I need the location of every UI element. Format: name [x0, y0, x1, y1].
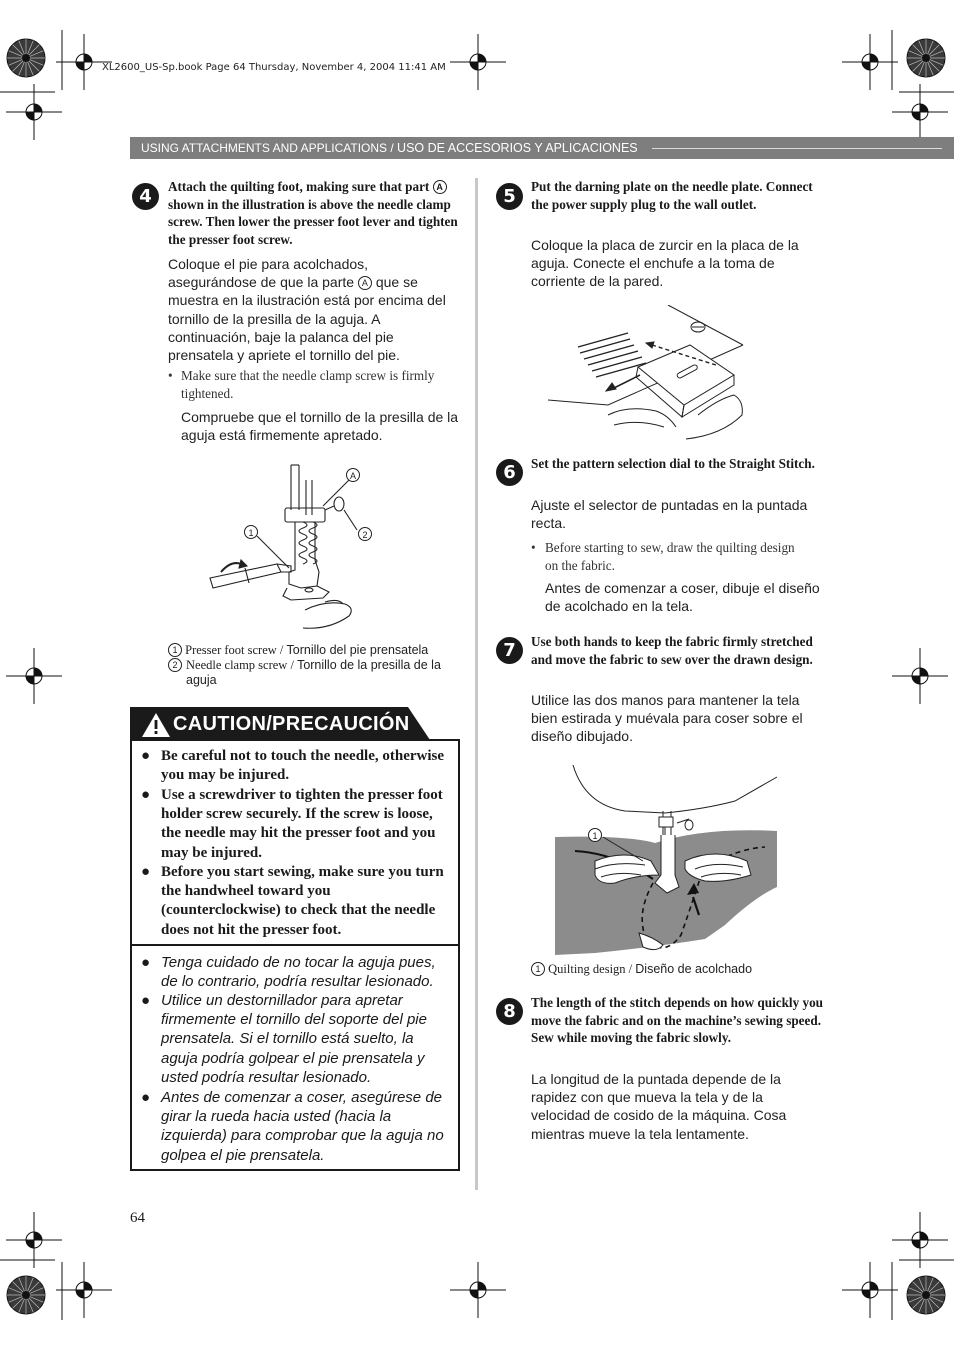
figure-label-1: 1	[248, 528, 254, 538]
step-8-instruction-en: The length of the stitch depends on how quickly you move the fabric and on the machine’s sewing speed. Sew while moving the fabric slowly.	[531, 995, 824, 1046]
step-6-note-es: Antes de comenzar a coser, dibuje el diseño de acolchado en la tela.	[545, 580, 820, 615]
figure-label-quilting: 1	[592, 831, 598, 841]
section-bar	[130, 137, 954, 159]
section-title-es: USO DE ACCESORIOS Y APLICACIONES	[397, 141, 638, 155]
step-5-number: 5	[496, 183, 523, 210]
step-7-instruction-es: Utilice las dos manos para mantener la tela bien estirada y muévala para coser sobre el diseño dibujado.	[531, 692, 803, 745]
part-a-marker: A	[433, 180, 447, 194]
step-5-instruction-es: Coloque la placa de zurcir en la placa de la aguja. Conecte el enchufe a la toma de corriente de la pared.	[531, 237, 799, 290]
step-7-instruction-en: Use both hands to keep the fabric firmly stretched and move the fabric to sew over the drawn design.	[531, 634, 813, 667]
figure-label-a: A	[349, 471, 357, 481]
step-4-instruction-es: Coloque el pie para acolchados, asegurándose de que la parte A que se muestra en la ilustración está por encima del tornillo de la presilla de la aguja. A continuación, baje la palanca del pie prensatela y apriete el tornillo del pie.	[168, 256, 446, 364]
darning-plate-illustration	[548, 305, 758, 445]
quilting-illustration	[555, 765, 780, 960]
step-6-number: 6	[496, 459, 523, 486]
step-6-instruction-en: Set the pattern selection dial to the Straight Stitch.	[531, 456, 815, 471]
step-4-note-es: Compruebe que el tornillo de la presilla de la aguja está firmemente apretado.	[181, 409, 459, 444]
step-8-number: 8	[496, 998, 523, 1025]
caution-title: CAUTION/PRECAUCIÓN	[173, 713, 410, 735]
step-4-legend-1: 1 Presser foot screw / Tornillo del pie prensatela	[168, 643, 460, 658]
step-6-note-en: • Before starting to sew, draw the quilting design on the fabric.	[531, 540, 795, 573]
figure-label-2: 2	[362, 530, 368, 540]
book-header: XL2600_US-Sp.book Page 64 Thursday, November 4, 2004 11:41 AM	[102, 62, 446, 73]
step-7-legend: 1 Quilting design / Diseño de acolchado	[531, 962, 823, 977]
step-5-instruction-en: Put the darning plate on the needle plate. Connect the power supply plug to the wall outlet.	[531, 179, 813, 212]
caution-separator	[130, 944, 460, 946]
part-a-marker-es: A	[358, 276, 372, 290]
presser-foot-illustration	[205, 460, 375, 635]
page-number: 64	[130, 1210, 145, 1226]
note-bullet: •	[168, 368, 173, 383]
step-8-instruction-es: La longitud de la puntada depende de la rapidez con que mueva la tela y de la velocidad de cosido de la máquina. Cosa mientras mueve la tela lentamente.	[531, 1071, 787, 1142]
section-rule	[652, 148, 942, 149]
column-divider	[475, 178, 478, 1190]
note-bullet: •	[531, 540, 536, 555]
step-4-number: 4	[132, 183, 159, 210]
step-4-instruction-en: Attach the quilting foot, making sure that part A shown in the illustration is above the needle clamp screw. Then lower the presser foot lever and tighten the presser foot screw.	[168, 179, 458, 247]
step-7-number: 7	[496, 637, 523, 664]
step-4-note-en: • Make sure that the needle clamp screw is firmly tightened.	[168, 368, 435, 401]
step-4-legend-2: 2 Needle clamp screw / Tornillo de la presilla de la aguja	[168, 658, 460, 688]
step-6-instruction-es: Ajuste el selector de puntadas en la puntada recta.	[531, 497, 808, 532]
section-title-en: USING ATTACHMENTS AND APPLICATIONS /	[141, 141, 398, 155]
